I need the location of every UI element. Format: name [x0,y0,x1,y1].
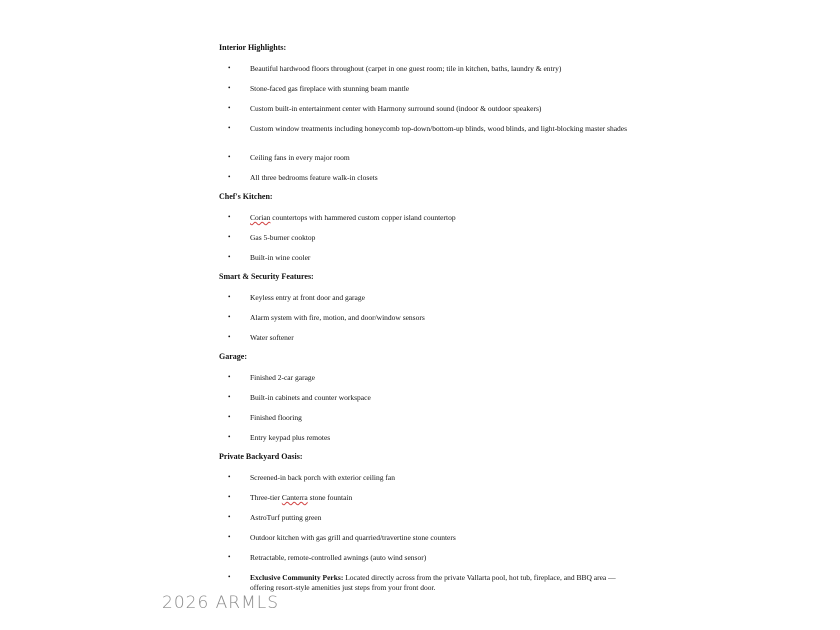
list-item-text: Beautiful hardwood floors throughout (carpet in one guest room; tile in kitchen, baths, laundry & entry) [250,64,562,73]
bullet-icon: • [228,533,231,541]
list-item-text [250,573,630,592]
section-title-garage: Garage: [219,352,247,361]
list-item-text: Retractable, remote-controlled awnings (auto wind sensor) [250,553,427,562]
misspelled-word: Corian [250,213,271,222]
list-item-text: Custom window treatments including honeycomb top-down/bottom-up blinds, wood blinds, and light-blocking master shades [250,124,628,133]
section-title-kitchen: Chef's Kitchen: [219,192,273,201]
list-item-text: Stone-faced gas fireplace with stunning beam mantle [250,84,410,93]
bullet-icon: • [228,253,231,261]
list-item-text-post: stone fountain [307,493,353,502]
section-title-interior: Interior Highlights: [219,43,287,52]
list-item-text: Finished 2-car garage [250,373,315,382]
bullet-icon: • [228,433,231,441]
list-item-text-rest: Located directly across from the private Vallarta pool, hot tub, fireplace, and BBQ area — offering resort-style amenities just steps from your front door. [250,573,616,592]
list-item-text: All three bedrooms feature walk-in closets [250,173,378,182]
section-title-backyard: Private Backyard Oasis: [219,452,303,461]
bullet-icon: • [228,84,231,92]
misspelled-word: Canterra [281,493,308,502]
bullet-icon: • [228,124,231,132]
list-item-text: Outdoor kitchen with gas grill and quarried/travertine stone counters [250,533,456,542]
bullet-icon: • [228,173,231,181]
watermark: 2026 ARMLS [162,593,280,613]
bullet-icon: • [228,373,231,381]
bullet-icon: • [228,413,231,421]
list-item-text [250,213,630,223]
list-item-text [250,493,630,503]
bullet-icon: • [228,213,231,221]
bullet-icon: • [228,513,231,521]
bullet-icon: • [228,293,231,301]
bullet-icon: • [228,493,231,501]
list-item-text: AstroTurf putting green [250,513,322,522]
list-item-text: Water softener [250,333,294,342]
list-item-text-post: countertops with hammered custom copper island countertop [270,213,456,222]
bullet-icon: • [228,553,231,561]
bullet-icon: • [228,393,231,401]
list-item-text: Entry keypad plus remotes [250,433,331,442]
list-item-text: Gas 5-burner cooktop [250,233,316,242]
section-title-security: Smart & Security Features: [219,272,314,281]
list-item-text: Ceiling fans in every major room [250,153,350,162]
list-item-text: Keyless entry at front door and garage [250,293,365,302]
list-item-text: Finished flooring [250,413,302,422]
bullet-icon: • [228,64,231,72]
bullet-icon: • [228,313,231,321]
bullet-icon: • [228,104,231,112]
list-item-text: Alarm system with fire, motion, and door/window sensors [250,313,425,322]
bullet-icon: • [228,573,231,581]
bullet-icon: • [228,233,231,241]
bullet-icon: • [228,473,231,481]
list-item-bold-lead: Exclusive Community Perks: [250,573,344,582]
list-item-text: Screened-in back porch with exterior ceiling fan [250,473,395,482]
bullet-icon: • [228,333,231,341]
list-item-text: Built-in cabinets and counter workspace [250,393,371,402]
bullet-icon: • [228,153,231,161]
list-item-text: Custom built-in entertainment center with Harmony surround sound (indoor & outdoor speakers) [250,104,542,113]
list-item-text-pre: Three-tier [250,493,282,502]
list-item-text: Built-in wine cooler [250,253,311,262]
